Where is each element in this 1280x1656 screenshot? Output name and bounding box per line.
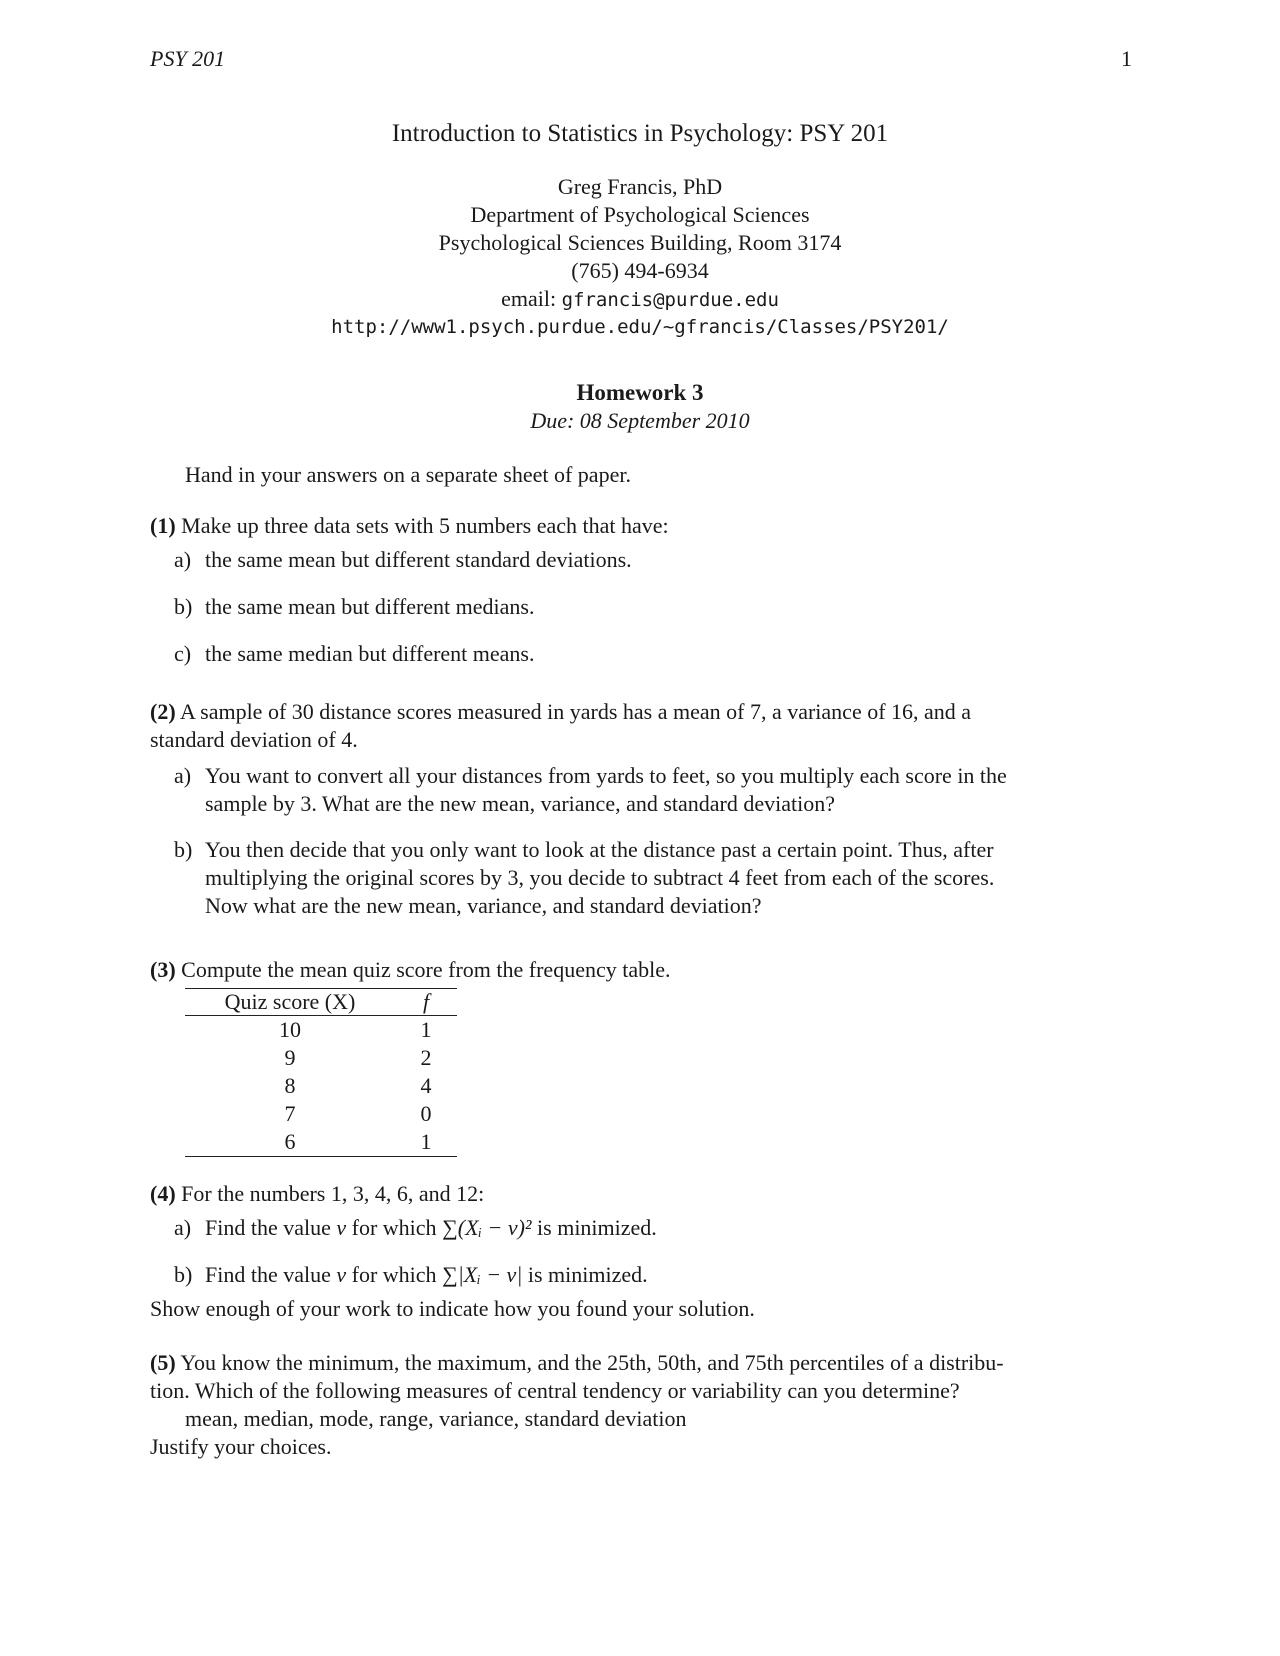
part-text-pre: Find the value — [205, 1215, 337, 1240]
question-number: (2) — [150, 699, 176, 724]
question-2 — [150, 698, 1130, 726]
frequency-cell: 1 — [395, 1128, 457, 1157]
assignment-due-date: Due: 08 September 2010 — [530, 408, 750, 433]
question-number: (3) — [150, 957, 176, 982]
author-email[interactable]: gfrancis@purdue.edu — [561, 289, 779, 311]
question-3 — [150, 956, 1130, 984]
math-formula: ∑|Xᵢ − v| — [442, 1262, 523, 1287]
question-4 — [150, 1180, 1130, 1208]
question-number: (5) — [150, 1350, 176, 1375]
part-text-line-2: sample by 3. What are the new mean, variance, and standard deviation? — [205, 791, 836, 816]
column-header-quiz-score: Quiz score (X) — [185, 989, 395, 1016]
frequency-cell: 2 — [420, 1045, 432, 1070]
document-title: Introduction to Statistics in Psychology: PSY 201 — [391, 120, 889, 147]
column-header-frequency: f — [395, 989, 457, 1016]
part-text-line-3: Now what are the new mean, variance, and standard deviation? — [205, 893, 762, 918]
table-row — [185, 1128, 457, 1157]
question-text: Make up three data sets with 5 numbers each that have: — [181, 513, 669, 538]
part-label: a) — [174, 763, 192, 788]
author-phone: (765) 494-6934 — [571, 258, 709, 283]
table-row — [185, 1072, 457, 1100]
part-label: a) — [174, 1215, 192, 1240]
page-number: 1 — [1121, 46, 1132, 71]
frequency-cell: 1 — [420, 1017, 432, 1042]
table-row — [185, 1016, 457, 1045]
question-2-line-2: standard deviation of 4. — [150, 727, 358, 752]
author-name: Greg Francis, PhD — [557, 174, 723, 199]
variable-v: v — [336, 1215, 347, 1240]
part-label: b) — [174, 594, 193, 619]
part-text-post: is minimized. — [531, 1215, 657, 1240]
part-text — [205, 1261, 648, 1289]
author-building: Psychological Sciences Building, Room 3174 — [438, 230, 842, 255]
author-email-line — [0, 286, 1280, 312]
question-5-measures: mean, median, mode, range, variance, standard deviation — [185, 1406, 687, 1431]
part-text-mid: for which — [346, 1215, 443, 1240]
question-5-line-2: tion. Which of the following measures of central tendency or variability can you determine? — [150, 1378, 960, 1403]
table-header-row — [185, 989, 457, 1016]
quiz-score-cell: 6 — [185, 1128, 395, 1157]
question-text: Compute the mean quiz score from the frequency table. — [181, 957, 671, 982]
part-text-post: is minimized. — [522, 1262, 648, 1287]
question-text-line-1: You know the minimum, the maximum, and the 25th, 50th, and 75th percentiles of a distribu- — [180, 1350, 1004, 1375]
quiz-score-cell: 10 — [279, 1017, 301, 1042]
part-text: the same median but different means. — [205, 641, 535, 666]
part-label: b) — [174, 1262, 193, 1287]
quiz-score-cell: 9 — [284, 1045, 296, 1070]
table-row — [185, 1044, 457, 1072]
part-text-line-1: You want to convert all your distances from yards to feet, so you multiply each score in the — [205, 763, 1007, 788]
frequency-cell: 4 — [420, 1073, 432, 1098]
frequency-cell: 0 — [420, 1101, 432, 1126]
email-label: email: — [501, 286, 562, 311]
question-number: (1) — [150, 513, 176, 538]
math-formula: ∑(Xᵢ − v)² — [442, 1215, 532, 1240]
part-text-pre: Find the value — [205, 1262, 337, 1287]
part-text: the same mean but different medians. — [205, 594, 535, 619]
question-1 — [150, 512, 1130, 540]
part-label: c) — [174, 641, 192, 666]
question-5-footer: Justify your choices. — [150, 1434, 332, 1459]
assignment-title: Homework 3 — [576, 380, 704, 405]
frequency-table — [185, 988, 457, 1157]
variable-v: v — [336, 1262, 347, 1287]
table-row — [185, 1100, 457, 1128]
part-text-line-1: You then decide that you only want to look at the distance past a certain point. Thus, after — [205, 837, 994, 862]
quiz-score-cell: 7 — [284, 1101, 296, 1126]
part-label: a) — [174, 547, 192, 572]
part-text: the same mean but different standard deviations. — [205, 547, 632, 572]
part-text — [205, 1214, 657, 1242]
part-text-mid: for which — [346, 1262, 443, 1287]
running-header-course: PSY 201 — [150, 46, 226, 71]
quiz-score-cell: 8 — [284, 1073, 296, 1098]
question-4-footer: Show enough of your work to indicate how you found your solution. — [150, 1296, 755, 1321]
question-text-line-1: A sample of 30 distance scores measured in yards has a mean of 7, a variance of 16, and a — [179, 699, 972, 724]
course-url[interactable]: http://www1.psych.purdue.edu/~gfrancis/Classes/PSY201/ — [331, 316, 949, 338]
question-number: (4) — [150, 1181, 176, 1206]
author-department: Department of Psychological Sciences — [470, 202, 810, 227]
part-label: b) — [174, 837, 193, 862]
instructions: Hand in your answers on a separate sheet of paper. — [185, 462, 631, 487]
question-5 — [150, 1349, 1130, 1377]
part-text-line-2: multiplying the original scores by 3, you decide to subtract 4 feet from each of the scores. — [205, 865, 995, 890]
question-text: For the numbers 1, 3, 4, 6, and 12: — [181, 1181, 485, 1206]
